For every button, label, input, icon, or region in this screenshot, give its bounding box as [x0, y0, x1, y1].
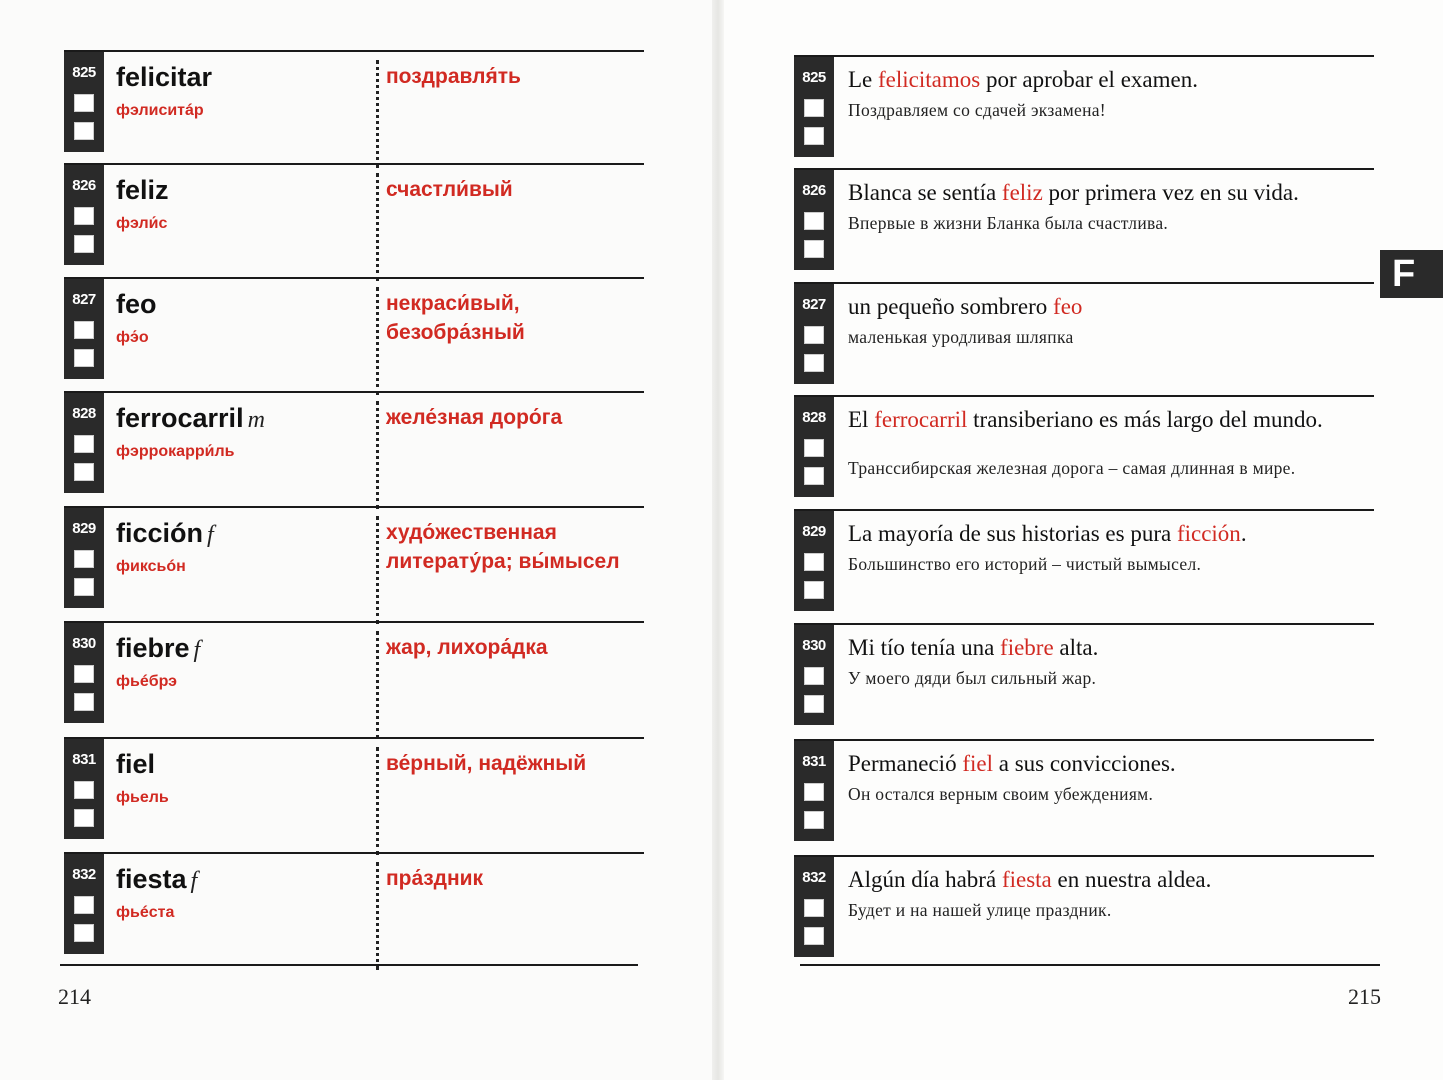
dotted-divider: [376, 287, 379, 395]
entry-sidebar: [794, 741, 834, 841]
spanish-word: ficción: [116, 518, 204, 548]
russian-translation: худо́жественная литерату́ра; вы́мысел: [386, 521, 620, 573]
checkbox-second[interactable]: [74, 809, 94, 827]
checkbox-first[interactable]: [804, 99, 824, 117]
russian-translation: некраси́вый, безобра́зный: [386, 292, 525, 344]
sentence-start: El: [848, 407, 875, 432]
entry-sidebar: [64, 854, 104, 954]
sentence-translation: Большинство его историй – чистый вымысел.: [848, 554, 1202, 574]
spanish-word: fiesta: [116, 864, 187, 894]
sentence-translation: Впервые в жизни Бланка была счастлива.: [848, 213, 1169, 233]
spanish-word-line: [116, 289, 161, 320]
checkbox-first[interactable]: [74, 207, 94, 225]
sentence-translation: Транссибирская железная дорога – самая длинная в мире.: [848, 458, 1296, 478]
pronunciation: фьéста: [116, 904, 175, 921]
checkbox-second[interactable]: [74, 349, 94, 367]
entry-number: 826: [72, 177, 96, 194]
entry-number: 829: [72, 520, 96, 537]
highlighted-word: fiel: [962, 751, 993, 776]
entry-number: 827: [802, 296, 826, 313]
entry-sidebar: [794, 57, 834, 157]
checkbox-first[interactable]: [74, 321, 94, 339]
entry-top-rule: [794, 395, 1374, 397]
sentence-translation: Будет и на нашей улице праздник.: [848, 900, 1112, 920]
checkbox-first[interactable]: [804, 439, 824, 457]
spanish-word-line: [116, 62, 216, 93]
checkbox-second[interactable]: [804, 240, 824, 258]
entry-sidebar: [794, 511, 834, 611]
pronunciation: фэлиситáр: [116, 102, 204, 119]
page-number-right: 215: [1348, 984, 1381, 1009]
vocab-entry: [64, 852, 644, 966]
example-entry: [794, 282, 1374, 396]
entry-sidebar: [64, 623, 104, 723]
example-sentence: [848, 180, 1378, 205]
entry-top-rule: [64, 391, 644, 393]
entry-number: 827: [72, 291, 96, 308]
example-entry: [794, 395, 1374, 509]
sentence-start: Blanca se sentía: [848, 180, 1002, 205]
sentence-start: Le: [848, 67, 879, 92]
example-sentence: [848, 635, 1378, 660]
checkbox-first[interactable]: [74, 435, 94, 453]
vocab-entry: [64, 277, 644, 391]
dotted-divider: [376, 862, 379, 970]
example-sentence: [848, 521, 1378, 546]
gender-marker: m: [247, 407, 265, 433]
entry-number: 831: [72, 751, 96, 768]
pronunciation: фэ́о: [116, 329, 149, 346]
example-sentence: [848, 67, 1378, 92]
sentence-end: en nuestra aldea.: [1051, 867, 1212, 892]
pronunciation: фиксьóн: [116, 558, 186, 575]
sentence-end: a sus convicciones.: [992, 751, 1176, 776]
checkbox-second[interactable]: [804, 927, 824, 945]
checkbox-second[interactable]: [74, 693, 94, 711]
right-bottom-rule: [800, 964, 1380, 966]
sentence-end: por primera vez en su vida.: [1042, 180, 1299, 205]
highlighted-word: ferrocarril: [874, 407, 968, 432]
entry-sidebar: [794, 625, 834, 725]
checkbox-first[interactable]: [804, 667, 824, 685]
entry-sidebar: [64, 52, 104, 152]
example-entry: [794, 168, 1374, 282]
checkbox-second[interactable]: [74, 235, 94, 253]
entry-top-rule: [794, 623, 1374, 625]
entry-top-rule: [64, 852, 644, 854]
sentence-translation: маленькая уродливая шляпка: [848, 327, 1074, 347]
spanish-word-line: [116, 749, 159, 780]
entry-top-rule: [794, 282, 1374, 284]
checkbox-second[interactable]: [804, 581, 824, 599]
entry-number: 830: [802, 637, 826, 654]
entry-top-rule: [64, 621, 644, 623]
dotted-divider: [376, 516, 379, 624]
entry-sidebar: [794, 170, 834, 270]
spanish-word: feo: [116, 289, 157, 319]
vocab-entry: [64, 621, 644, 735]
vocab-entry: [64, 506, 644, 620]
entry-top-rule: [64, 163, 644, 165]
entry-number: 830: [72, 635, 96, 652]
sentence-end: por aprobar el examen.: [980, 67, 1198, 92]
page-number-left: 214: [58, 984, 91, 1009]
vocab-entry: [64, 737, 644, 851]
entry-sidebar: [64, 393, 104, 493]
entry-sidebar: [794, 397, 834, 497]
entry-number: 831: [802, 753, 826, 770]
sentence-start: Algún día habrá: [848, 867, 1002, 892]
entry-sidebar: [794, 857, 834, 957]
spanish-word: fiel: [116, 749, 156, 779]
example-entry: [794, 623, 1374, 737]
sentence-end: alta.: [1053, 635, 1099, 660]
checkbox-first[interactable]: [74, 781, 94, 799]
sentence-translation: У моего дяди был сильный жар.: [848, 668, 1097, 688]
spanish-word: ferrocarril: [116, 403, 244, 433]
russian-translation: желе́зная доро́га: [386, 406, 563, 429]
sentence-start: La mayoría de sus historias es pura: [848, 521, 1177, 546]
vocab-entry: [64, 163, 644, 277]
spanish-word: feliz: [116, 175, 169, 205]
left-bottom-rule: [60, 964, 638, 966]
entry-sidebar: [64, 279, 104, 379]
entry-sidebar: [64, 739, 104, 839]
sentence-translation: Поздравляем со сдачей экзамена!: [848, 100, 1106, 120]
checkbox-first[interactable]: [804, 326, 824, 344]
russian-translation: ве́рный, надёжный: [386, 752, 587, 775]
example-sentence: [848, 407, 1378, 432]
checkbox-second[interactable]: [804, 127, 824, 145]
checkbox-first[interactable]: [74, 550, 94, 568]
sentence-end: .: [1240, 521, 1247, 546]
entry-top-rule: [794, 55, 1374, 57]
example-entry: [794, 509, 1374, 623]
checkbox-second[interactable]: [74, 924, 94, 942]
example-sentence: [848, 867, 1378, 892]
pronunciation: фэли́с: [116, 215, 168, 232]
entry-sidebar: [64, 165, 104, 265]
sentence-translation: Он остался верным своим убеждениям.: [848, 784, 1154, 804]
checkbox-second[interactable]: [74, 122, 94, 140]
pronunciation: фьель: [116, 789, 169, 806]
entry-top-rule: [794, 855, 1374, 857]
gender-marker: f: [207, 522, 214, 548]
sentence-start: Permaneció: [848, 751, 963, 776]
dotted-divider: [376, 401, 379, 509]
entry-top-rule: [64, 737, 644, 739]
letter-section-tab: F: [1380, 250, 1443, 298]
sentence-start: un pequeño sombrero: [848, 294, 1054, 319]
entry-top-rule: [64, 506, 644, 508]
entry-number: 832: [802, 869, 826, 886]
highlighted-word: fiesta: [1001, 867, 1052, 892]
dotted-divider: [376, 631, 379, 739]
entry-top-rule: [794, 168, 1374, 170]
highlighted-word: ficción: [1176, 521, 1241, 546]
checkbox-second[interactable]: [74, 463, 94, 481]
entry-number: 828: [802, 409, 826, 426]
spanish-word: fiebre: [116, 633, 190, 663]
entry-number: 826: [802, 182, 826, 199]
checkbox-first[interactable]: [74, 665, 94, 683]
spanish-word-line: [116, 175, 173, 206]
sentence-start: Mi tío tenía una: [848, 635, 1001, 660]
russian-translation: поздравля́ть: [386, 65, 521, 88]
example-entry: [794, 855, 1374, 969]
entry-number: 829: [802, 523, 826, 540]
spanish-word-line: [116, 633, 200, 664]
checkbox-second[interactable]: [804, 695, 824, 713]
vocab-entry: [64, 391, 644, 505]
russian-translation: жар, лихора́дка: [386, 636, 548, 659]
checkbox-first[interactable]: [804, 899, 824, 917]
example-sentence: [848, 294, 1378, 319]
highlighted-word: feo: [1053, 294, 1083, 319]
checkbox-first[interactable]: [804, 783, 824, 801]
entry-top-rule: [794, 509, 1374, 511]
entry-sidebar: [64, 508, 104, 608]
entry-number: 832: [72, 866, 96, 883]
gender-marker: f: [190, 868, 198, 894]
spanish-word-line: [116, 518, 214, 549]
checkbox-first[interactable]: [804, 212, 824, 230]
spanish-word-line: [116, 403, 265, 434]
entry-number: 825: [72, 64, 96, 81]
dotted-divider: [376, 173, 379, 281]
spanish-word-line: [116, 864, 197, 895]
entry-top-rule: [64, 277, 644, 279]
checkbox-first[interactable]: [74, 896, 94, 914]
russian-translation: счастли́вый: [386, 178, 513, 201]
dotted-divider: [376, 747, 379, 855]
entry-sidebar: [794, 284, 834, 384]
entry-number: 825: [802, 69, 826, 86]
checkbox-second[interactable]: [804, 467, 824, 485]
checkbox-first[interactable]: [74, 94, 94, 112]
highlighted-word: fiebre: [1000, 635, 1054, 660]
highlighted-word: feliz: [1001, 180, 1043, 205]
dotted-divider: [376, 60, 379, 168]
entry-top-rule: [64, 50, 644, 52]
checkbox-second[interactable]: [804, 354, 824, 372]
entry-number: 828: [72, 405, 96, 422]
example-entry: [794, 739, 1374, 853]
sentence-end: transiberiano es más largo del mundo.: [967, 407, 1323, 432]
checkbox-second[interactable]: [74, 578, 94, 596]
pronunciation: фьéбрэ: [116, 673, 178, 690]
checkbox-first[interactable]: [804, 553, 824, 571]
example-entry: [794, 55, 1374, 169]
vocab-entry: [64, 50, 644, 164]
gender-marker: f: [193, 637, 201, 663]
checkbox-second[interactable]: [804, 811, 824, 829]
highlighted-word: felicitamos: [878, 67, 981, 92]
book-gutter: [712, 0, 724, 1080]
entry-top-rule: [794, 739, 1374, 741]
pronunciation: фэррокарри́ль: [116, 443, 235, 460]
russian-translation: пра́здник: [386, 867, 484, 890]
example-sentence: [848, 751, 1378, 776]
spanish-word: felicitar: [116, 62, 213, 92]
